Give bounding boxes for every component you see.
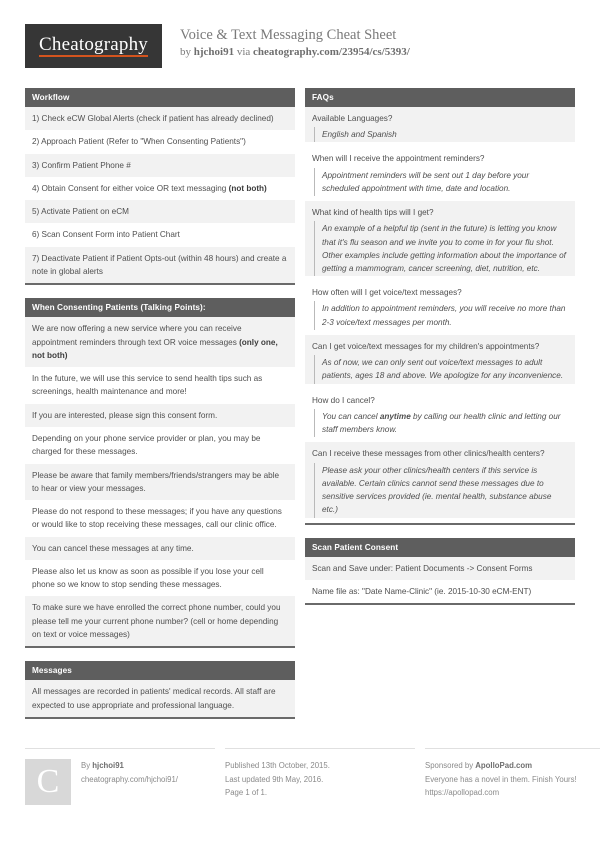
faq-answer: In addition to appointment reminders, you will receive no more than 2-3 voice/text messages per month.: [314, 301, 568, 330]
footer-publish-column: [225, 748, 415, 805]
card-heading-consenting: When Consenting Patients (Talking Points):: [25, 298, 295, 317]
table-row: 6) Scan Consent Form into Patient Chart: [25, 223, 295, 246]
faq-item: [305, 201, 575, 276]
card-faqs: [305, 88, 575, 525]
faq-item: [305, 281, 575, 330]
byline: [180, 46, 410, 58]
table-row: 7) Deactivate Patient if Patient Opts-out (within 48 hours) and create a note in global alerts: [25, 247, 295, 284]
faq-answer: An example of a helpful tip (sent in the future) is letting you know that it's flu season and we invite you to come in for your flu shot. Other examples include getting information about the importance of getting a mammogram, cancer screening, diet, nutrition, etc.: [314, 221, 568, 276]
faq-answer: English and Spanish: [314, 127, 568, 142]
footer-author-url[interactable]: cheatography.com/hjchoi91/: [81, 774, 178, 784]
faq-question: How often will I get voice/text messages?: [312, 288, 462, 298]
sponsor-name[interactable]: ApolloPad.com: [475, 760, 533, 770]
card-workflow: [25, 88, 295, 285]
table-row: Depending on your phone service provider or plan, you may be charged for these messages.: [25, 427, 295, 464]
byline-url[interactable]: cheatography.com/23954/cs/5393/: [253, 46, 410, 59]
table-row: Please also let us know as soon as possible if you lose your cell phone so we know to stop sending these messages.: [25, 560, 295, 597]
table-row: Please be aware that family members/friends/strangers may be able to hear or view your messages.: [25, 464, 295, 501]
avatar: C: [25, 759, 71, 805]
sponsor-tagline: Everyone has a novel in them. Finish Yours!: [425, 774, 577, 784]
row-text: We are now offering a new service where you can receive appointment reminders through text OR voice messages: [32, 324, 242, 347]
faq-question: Available Languages?: [312, 114, 393, 123]
page-number: Page 1 of 1.: [225, 788, 268, 798]
footer-author-name[interactable]: hjchoi91: [92, 760, 124, 770]
left-column: [25, 88, 295, 732]
table-row: Scan and Save under: Patient Documents -> Consent Forms: [305, 557, 575, 580]
table-row: [25, 317, 295, 367]
faq-item: [305, 389, 575, 438]
table-row: In the future, we will use this service to send health tips such as screenings, health maintenance and more!: [25, 367, 295, 404]
faq-item: [305, 147, 575, 196]
faq-answer-emphasis: anytime: [379, 411, 411, 421]
table-row: If you are interested, please sign this consent form.: [25, 404, 295, 427]
faq-answer: Please ask your other clinics/health centers if this service is available. Certain clinics cannot send these messages due to sensitive services provided (ie. mental health, substance abuse etc.): [314, 463, 568, 518]
faq-question: Can I get voice/text messages for my children's appointments?: [312, 342, 540, 352]
card-heading-scan-consent: Scan Patient Consent: [305, 538, 575, 557]
faq-question: What kind of health tips will I get?: [312, 208, 434, 218]
logo-text: Cheatography: [39, 35, 148, 58]
byline-author[interactable]: hjchoi91: [193, 46, 235, 59]
footer-author-line: [81, 759, 178, 773]
faq-answer: Appointment reminders will be sent out 1 day before your scheduled appointment with time, date and location.: [314, 168, 568, 197]
table-row: 2) Approach Patient (Refer to "When Consenting Patients"): [25, 130, 295, 153]
row-emphasis: (not both): [228, 183, 267, 193]
updated-date: Last updated 9th May, 2016.: [225, 774, 324, 784]
table-row: 1) Check eCW Global Alerts (check if patient has already declined): [25, 107, 295, 130]
footer-author-column: [25, 748, 215, 805]
faq-answer: [314, 409, 568, 438]
faq-answer: As of now, we can only sent out voice/text messages to adult patients, ages 18 and above. We apologize for any inconvenience.: [314, 355, 568, 384]
table-row: 5) Activate Patient on eCM: [25, 200, 295, 223]
table-row: Please do not respond to these messages; if you have any questions or would like to stop receiving these messages, call our clinic office.: [25, 500, 295, 537]
table-row: 3) Confirm Patient Phone #: [25, 154, 295, 177]
faq-question: Can I receive these messages from other clinics/health centers?: [312, 449, 545, 459]
table-row: All messages are recorded in patients' medical records. All staff are expected to use appropriate and professional language.: [25, 680, 295, 717]
card-consenting-patients: [25, 298, 295, 648]
title-block: [162, 24, 410, 58]
faq-answer-pre: You can cancel: [322, 411, 380, 421]
table-row: [25, 177, 295, 200]
footer-sponsor-column: [425, 748, 600, 805]
card-heading-faqs: FAQs: [305, 88, 575, 107]
row-text: 4) Obtain Consent for either voice OR text messaging: [32, 183, 229, 193]
page-header: [25, 24, 575, 72]
table-row: To make sure we have enrolled the correct phone number, could you please tell me your current phone number? (cell or home depending on text or voice messages): [25, 596, 295, 646]
right-column: [305, 88, 575, 618]
page-footer: [25, 738, 575, 805]
faq-item: [305, 335, 575, 384]
table-row: Name file as: "Date Name-Clinic" (ie. 2015-10-30 eCM-ENT): [305, 580, 575, 603]
faq-question: How do I cancel?: [312, 395, 375, 405]
table-row: You can cancel these messages at any time.: [25, 537, 295, 560]
card-heading-messages: Messages: [25, 661, 295, 680]
sponsor-url[interactable]: https://apollopad.com: [425, 788, 500, 798]
card-messages: [25, 661, 295, 719]
footer-by-label: By: [81, 760, 93, 770]
cheatography-logo[interactable]: [25, 24, 162, 68]
page-title: Voice & Text Messaging Cheat Sheet: [180, 27, 397, 43]
content-columns: [25, 88, 575, 732]
byline-prefix: by: [180, 46, 194, 59]
faq-question: When will I receive the appointment reminders?: [312, 154, 485, 164]
card-heading-workflow: Workflow: [25, 88, 295, 107]
row-emphasis: (only one, not both): [32, 337, 278, 360]
published-date: Published 13th October, 2015.: [225, 760, 330, 770]
card-scan-patient-consent: [305, 538, 575, 606]
sponsor-label: Sponsored by: [425, 760, 476, 770]
byline-via: via: [234, 46, 254, 59]
faq-item: [305, 107, 575, 142]
faq-item: [305, 442, 575, 517]
sponsor-line: [425, 759, 600, 773]
faq-answer-post: by calling our health clinic and letting our staff members know.: [322, 411, 561, 435]
